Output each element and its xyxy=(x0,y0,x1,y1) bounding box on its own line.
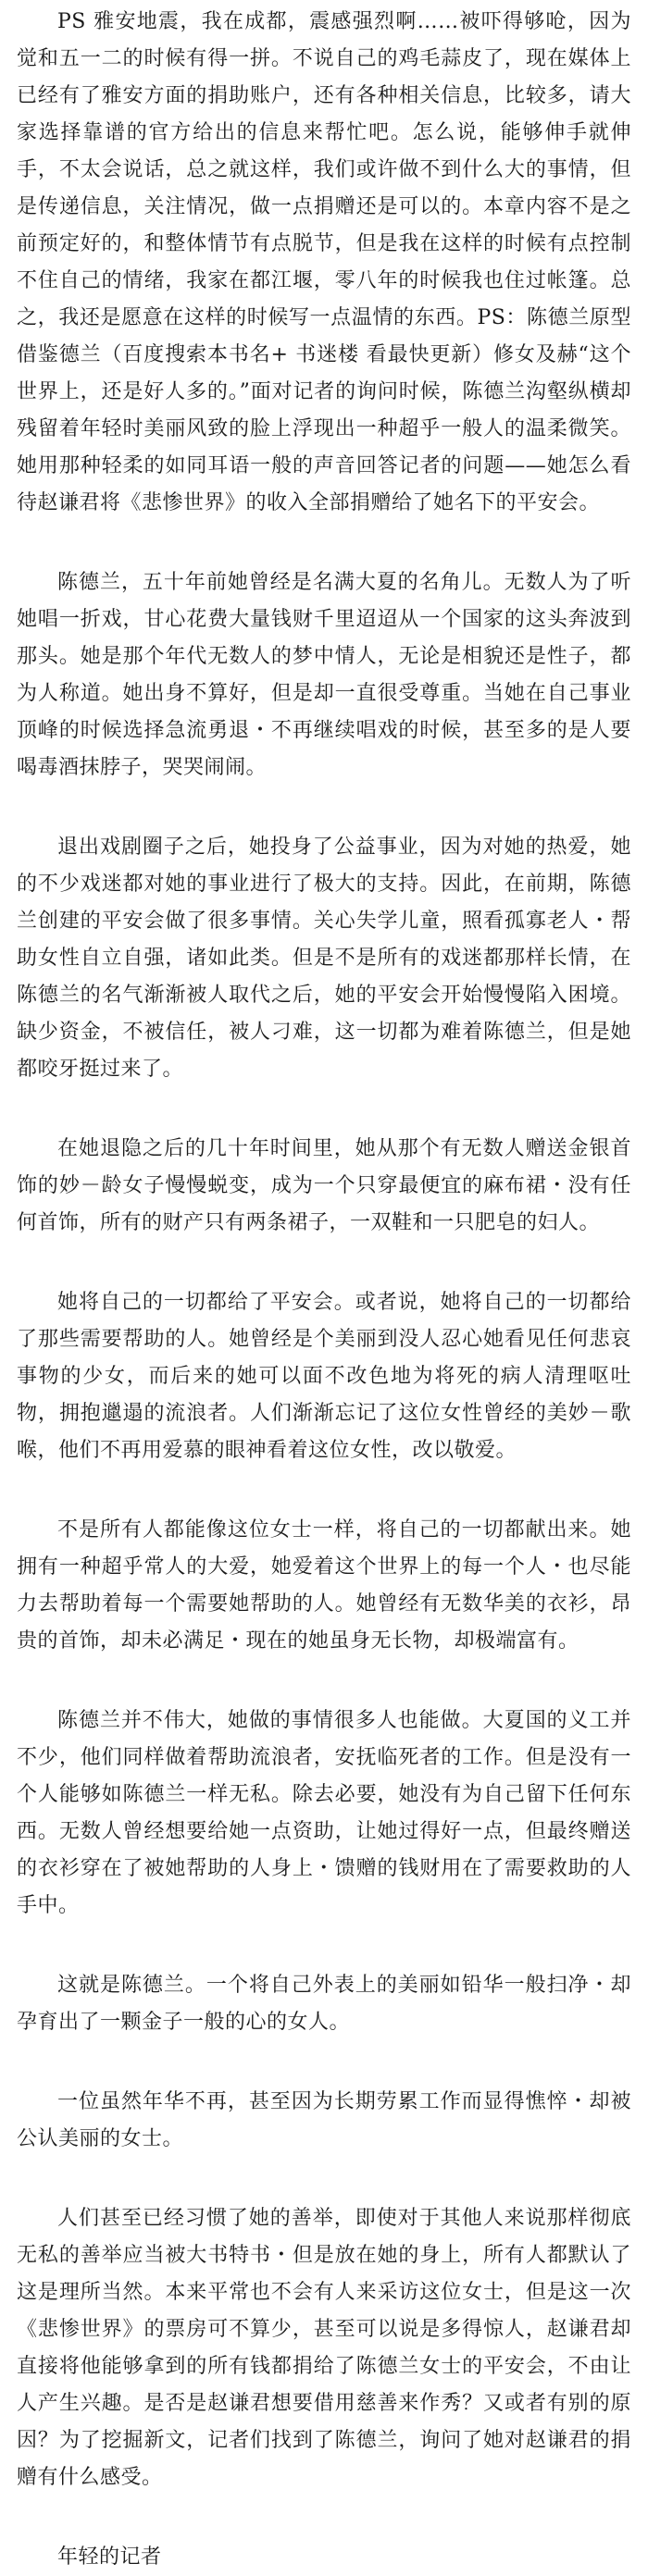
paragraph-beautiful-lady: 一位虽然年华不再，甚至因为长期劳累工作而显得憔悴・却被公认美丽的女士。 xyxy=(17,2090,631,2150)
paragraph-young-reporter: 年轻的记者 xyxy=(57,2545,162,2569)
paragraph-giving-all: 她将自己的一切都给了平安会。或者说，她将自己的一切都给了那些需要帮助的人。她曾经是个美丽到没人忍心她看见任何悲哀事物的少女，而后来的她可以面不改色地为将死的病人清理呕吐物，拥抱邋遢的流浪者。人们渐渐忘记了这位女性曾经的美妙－歌喉，他们不再用爱慕的眼神看着这位女性，改以敬爱。 xyxy=(17,1291,631,1462)
paragraph-transformation: 在她退隐之后的几十年时间里，她从那个有无数人赠送金银首饰的妙－龄女子慢慢蜕变，成为一个只穿最便宜的麻布裙・没有任何首饰，所有的财产只有两条裙子，一双鞋和一只肥皂的妇人。 xyxy=(17,1137,631,1234)
paragraph-charity-work: 退出戏剧圈子之后，她投身了公益事业，因为对她的热爱，她的不少戏迷都对她的事业进行了极大的支持。因此，在前期，陈德兰创建的平安会做了很多事情。关心失学儿童，照看孤寡老人・帮助女性自立自强，诸如此类。但是不是所有的戏迷都那样长情，在陈德兰的名气渐渐被人取代之后，她的平安会开始慢慢陷入困境。缺少资金，不被信任，被人刁难，这一切都为难着陈德兰，但是她都咬牙挺过来了。 xyxy=(17,836,631,1081)
paragraph-selfless: 陈德兰并不伟大，她做的事情很多人也能做。大夏国的义工并不少，他们同样做着帮助流浪者，安抚临死者的工作。但是没有一个人能够如陈德兰一样无私。除去必要，她没有为自己留下任何东西。无数人曾经想要给她一点资助，让她过得好一点，但最终赠送的衣衫穿在了被她帮助的人身上・馈赠的钱财用在了需要救助的人手中。 xyxy=(17,1709,631,1917)
paragraph-chen-delan-past: 陈德兰，五十年前她曾经是名满大夏的名角儿。无数人为了听她唱一折戏，甘心花费大量钱财千里迢迢从一个国家的这头奔波到那头。她是那个年代无数人的梦中情人，无论是相貌还是性子，都为人称道。她出身不算好，但是却一直很受尊重。当她在自己事业顶峰的时候选择急流勇退・不再继续唱戏的时候，甚至多的是人要喝毒酒抹脖子，哭哭闹闹。 xyxy=(17,571,631,779)
paragraph-great-love: 不是所有人都能像这位女士一样，将自己的一切都献出来。她拥有一种超乎常人的大爱，她爱着这个世界上的每一个人・也尽能力去帮助着每一个需要她帮助的人。她曾经有无数华美的衣衫，昂贵的首饰，却未必满足・现在的她虽身无长物，却极端富有。 xyxy=(17,1518,631,1653)
paragraph-author-note: PS 雅安地震，我在成都，震感强烈啊……被吓得够呛，因为觉和五一二的时候有得一拼。不说自己的鸡毛蒜皮了，现在媒体上已经有了雅安方面的捐助账户，还有各种相关信息，比较多，请大家选择靠谱的官方给出的信息来帮忙吧。怎么说，能够伸手就伸手，不太会说话，总之就这样，我们或许做不到什么大的事情，但是传递信息，关注情况，做一点捐赠还是可以的。本章内容不是之前预定好的，和整体情节有点脱节，但是我在这样的时候有点控制不住自己的情绪，我家在都江堰，零八年的时候我也住过帐篷。总之，我还是愿意在这样的时候写一点温情的东西。PS：陈德兰原型借鉴德兰（百度搜索本书名+ 书迷楼 看最快更新）修女及赫“这个世界上，还是好人多的。”面对记者的询问时候，陈德兰沟壑纵横却残留着年轻时美丽风致的脸上浮现出一种超乎一般人的温柔微笑。她用那种轻柔的如同耳语一般的声音回答记者的问题——她怎么看待赵谦君将《悲惨世界》的收入全部捐赠给了她名下的平安会。 xyxy=(17,10,631,514)
paragraph-reporters: 人们甚至已经习惯了她的善举，即使对于其他人来说那样彻底无私的善举应当被大书特书・但是放在她的身上，所有人都默认了这是理所当然。本来平常也不会有人来采访这位女士，但是这一次《悲惨世界》的票房可不算少，甚至可以说是多得惊人，赵谦君却直接将他能够拿到的所有钱都捐给了陈德兰女士的平安会，不由让人产生兴趣。是否是赵谦君想要借用慈善来作秀？又或者有别的原因？为了挖掘新文，记者们找到了陈德兰，询问了她对赵谦君的捐赠有什么感受。 xyxy=(17,2207,631,2489)
paragraph-this-is-chen-delan: 这就是陈德兰。一个将自己外表上的美丽如铅华一般扫净・却孕育出了一颗金子一般的心的女人。 xyxy=(17,1974,631,2034)
